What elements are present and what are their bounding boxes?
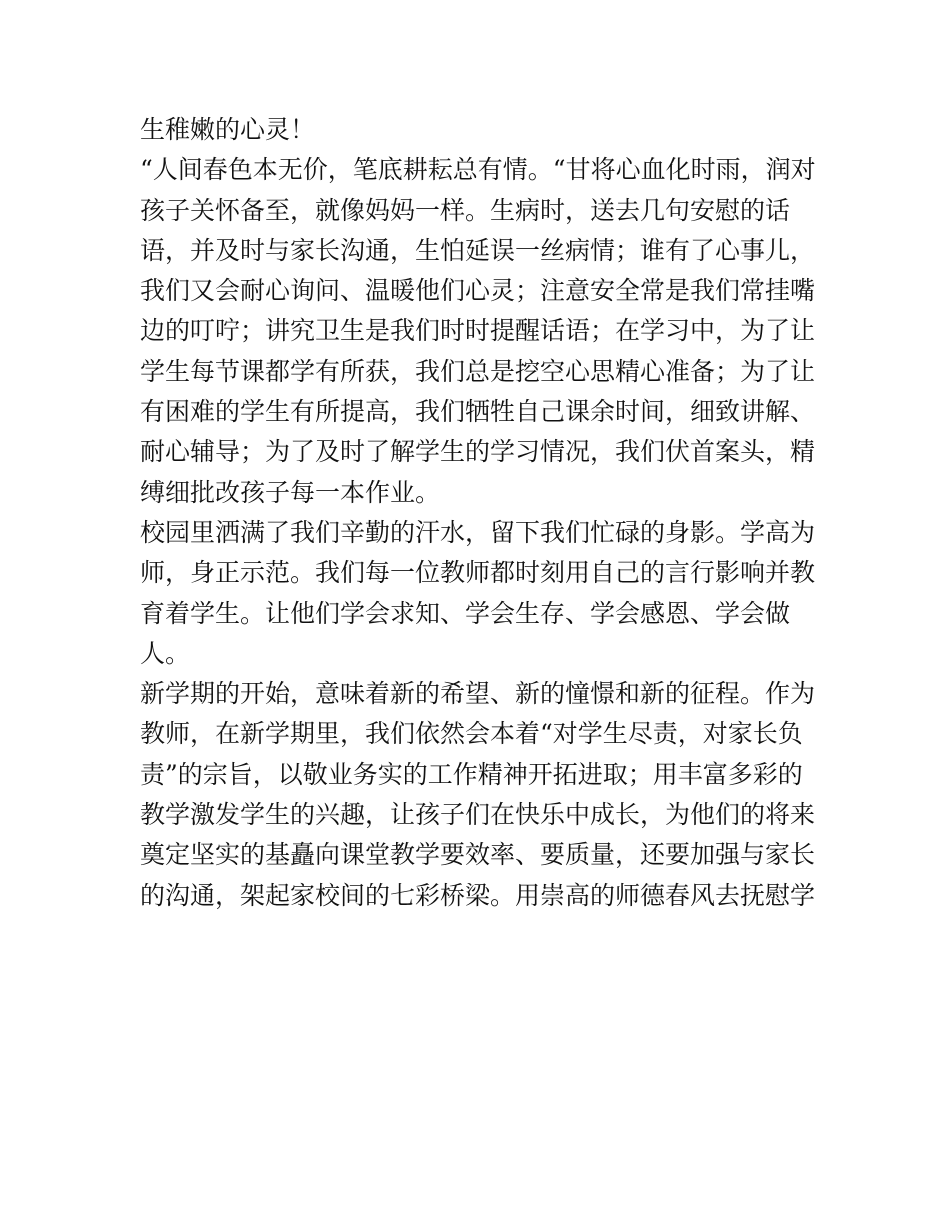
text-line: 师，身正示范。我们每一位教师都时刻用自己的言行影响并教 <box>140 558 816 588</box>
text-line: 责”的宗旨，以敬业务实的工作精神开拓进取；用丰富多彩的 <box>140 759 803 789</box>
text-line: 校园里洒满了我们辛勤的汗水，留下我们忙碌的身影。学高为 <box>140 517 816 547</box>
document-body <box>140 110 815 916</box>
text-line: 缚细批改孩子每一本作业。 <box>140 477 441 507</box>
text-line: 孩子关怀备至，就像妈妈一样。生病时，送去几句安慰的话 <box>140 195 791 225</box>
text-line: 生稚嫩的心灵！ <box>140 115 316 144</box>
text-line: 奠定坚实的基矗向课堂教学要效率、要质量，还要加强与家长 <box>140 840 816 870</box>
text-line: 人。 <box>140 638 191 668</box>
text-line: 育着学生。让他们学会求知、学会生存、学会感恩、学会做 <box>140 598 791 628</box>
text-line: “人间春色本无价，笔底耕耘总有情。“甘将心血化时雨，润对 <box>140 155 816 185</box>
text-line: 教学激发学生的兴趣，让孩子们在快乐中成长，为他们的将来 <box>140 800 816 830</box>
text-line: 我们又会耐心询问、温暖他们心灵；注意安全常是我们常挂嘴 <box>140 276 816 306</box>
text-line: 耐心辅导；为了及时了解学生的学习情况，我们伏首案头，精 <box>140 437 816 467</box>
text-line: 新学期的开始，意味着新的希望、新的憧憬和新的征程。作为 <box>140 679 816 709</box>
text-line: 的沟通，架起家校间的七彩桥梁。用崇高的师德春风去抚慰学 <box>140 880 816 910</box>
text-line: 边的叮咛；讲究卫生是我们时时提醒话语；在学习中，为了让 <box>140 316 816 346</box>
text-line: 语，并及时与家长沟通，生怕延误一丝病情；谁有了心事儿， <box>140 235 816 265</box>
text-line: 学生每节课都学有所获，我们总是挖空心思精心准备；为了让 <box>140 356 816 386</box>
text-line: 有困难的学生有所提高，我们牺牲自己课余时间，细致讲解、 <box>140 397 816 427</box>
text-line: 教师，在新学期里，我们依然会本着“对学生尽责，对家长负 <box>140 719 803 749</box>
